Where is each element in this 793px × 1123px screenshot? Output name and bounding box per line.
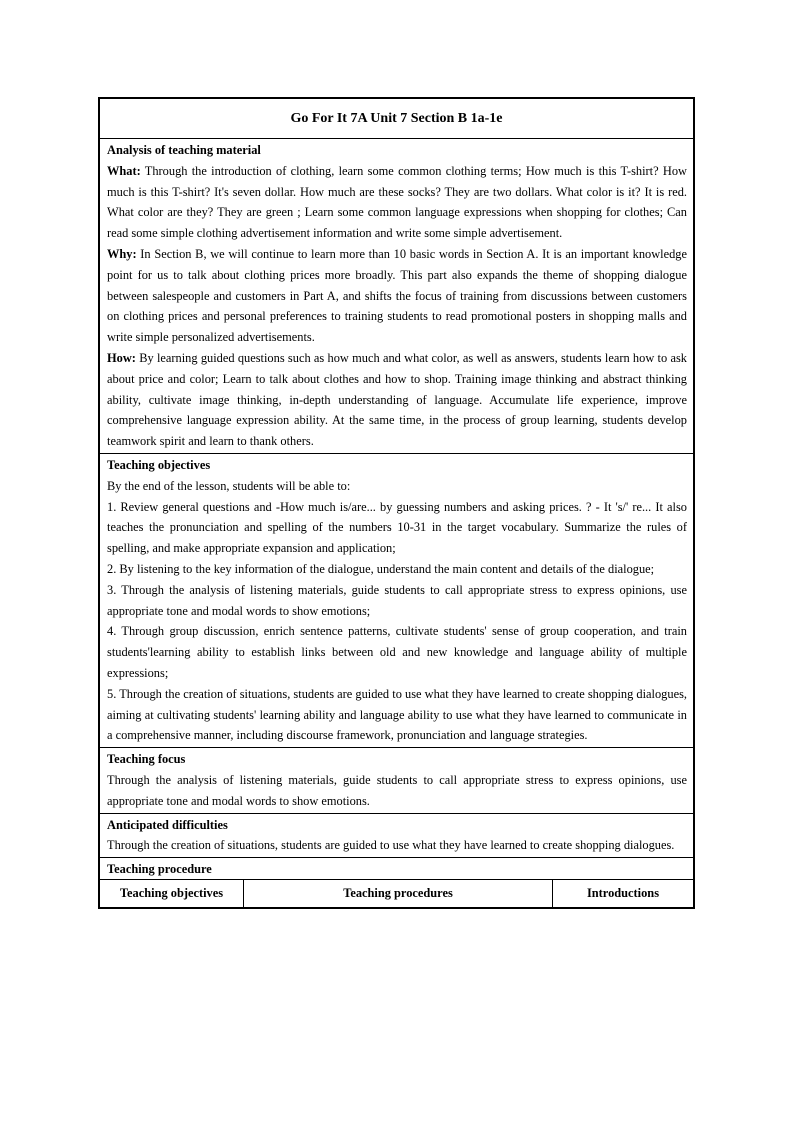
focus-heading: Teaching focus	[107, 752, 186, 767]
procedure-heading: Teaching procedure	[100, 858, 693, 880]
what-paragraph	[107, 161, 687, 244]
why-label: Why:	[107, 246, 137, 261]
objectives-heading: Teaching objectives	[107, 457, 211, 472]
difficulties-section	[100, 814, 693, 859]
why-paragraph	[107, 244, 687, 348]
objective-item: 5. Through the creation of situations, students are guided to use what they have learned to create shopping dialogues, aiming at cultivating students' learning ability and language ability to use what they have learned to communicate in a comprehensive manner, including discourse framework, pronunciation and language strategies.	[107, 686, 687, 743]
objective-item: 3. Through the analysis of listening materials, guide students to call appropriate stress to express opinions, use appropriate tone and modal words to show emotions;	[107, 582, 687, 618]
focus-section	[100, 748, 693, 813]
difficulties-text: Through the creation of situations, students are guided to use what they have learned to create shopping dialogues.	[107, 838, 675, 853]
column-header-procedures: Teaching procedures	[244, 880, 553, 907]
how-paragraph	[107, 348, 687, 452]
title-text: Go For It 7A Unit 7 Section B 1a-1e	[290, 110, 503, 126]
why-text: In Section B, we will continue to learn more than 10 basic words in Section A. It is an important knowledge point for us to talk about clothing prices more broadly. This part also expands the theme of shopping dialogue between salespeople and customers in Part A, and shifts the focus of training from discussions between customers on clothing prices and personal preferences to training students to read promotional posters in shopping malls and write simple personalized advertisements.	[107, 246, 687, 345]
objectives-intro: By the end of the lesson, students will be able to:	[107, 478, 351, 493]
lesson-plan-table	[98, 97, 695, 909]
difficulties-heading: Anticipated difficulties	[107, 817, 228, 832]
column-header-objectives: Teaching objectives	[100, 880, 244, 907]
how-label: How:	[107, 350, 136, 365]
procedure-column-headers	[100, 880, 693, 907]
column-header-introductions: Introductions	[586, 886, 660, 901]
what-label: What:	[107, 163, 141, 178]
how-text: By learning guided questions such as how much and what color, as well as answers, students learn how to ask about price and color; Learn to talk about clothes and how to shop. Training image thinking and abstract thinking ability, cultivate image thinking, in-depth understanding of language. Accumulate life experience, improve comprehensive language expression ability. At the same time, in the process of group learning, students develop teamwork spirit and learn to thank others.	[107, 350, 687, 449]
objective-item: 2. By listening to the key information of the dialogue, understand the main content and details of the dialogue;	[107, 561, 655, 576]
what-text: Through the introduction of clothing, learn some common clothing terms; How much is this T-shirt? How much is this T-shirt? It's seven dollar. How much are these socks? They are two dollars. What color is it? It is red. What color are they? They are green ; Learn some common language expressions when shopping for clothes; Can read some simple clothing advertisement information and write some simple advertisement.	[107, 163, 687, 241]
objective-item: 1. Review general questions and -How much is/are... by guessing numbers and asking prices. ? - It 's/' re... It also teaches the pronunciation and spelling of the numbers 10-31 in the target vocabulary. Summarize the rules of spelling, and make appropriate expansion and application;	[107, 499, 687, 556]
objectives-section	[100, 454, 693, 748]
analysis-heading: Analysis of teaching material	[107, 143, 261, 157]
document-title	[100, 99, 693, 139]
objective-item: 4. Through group discussion, enrich sentence patterns, cultivate students' sense of group cooperation, and train students'learning ability to establish links between old and new knowledge and language ability of multiple expressions;	[107, 624, 687, 680]
focus-text: Through the analysis of listening materials, guide students to call appropriate stress to express opinions, use appropriate tone and modal words to show emotions.	[107, 772, 687, 808]
analysis-section	[100, 139, 693, 454]
